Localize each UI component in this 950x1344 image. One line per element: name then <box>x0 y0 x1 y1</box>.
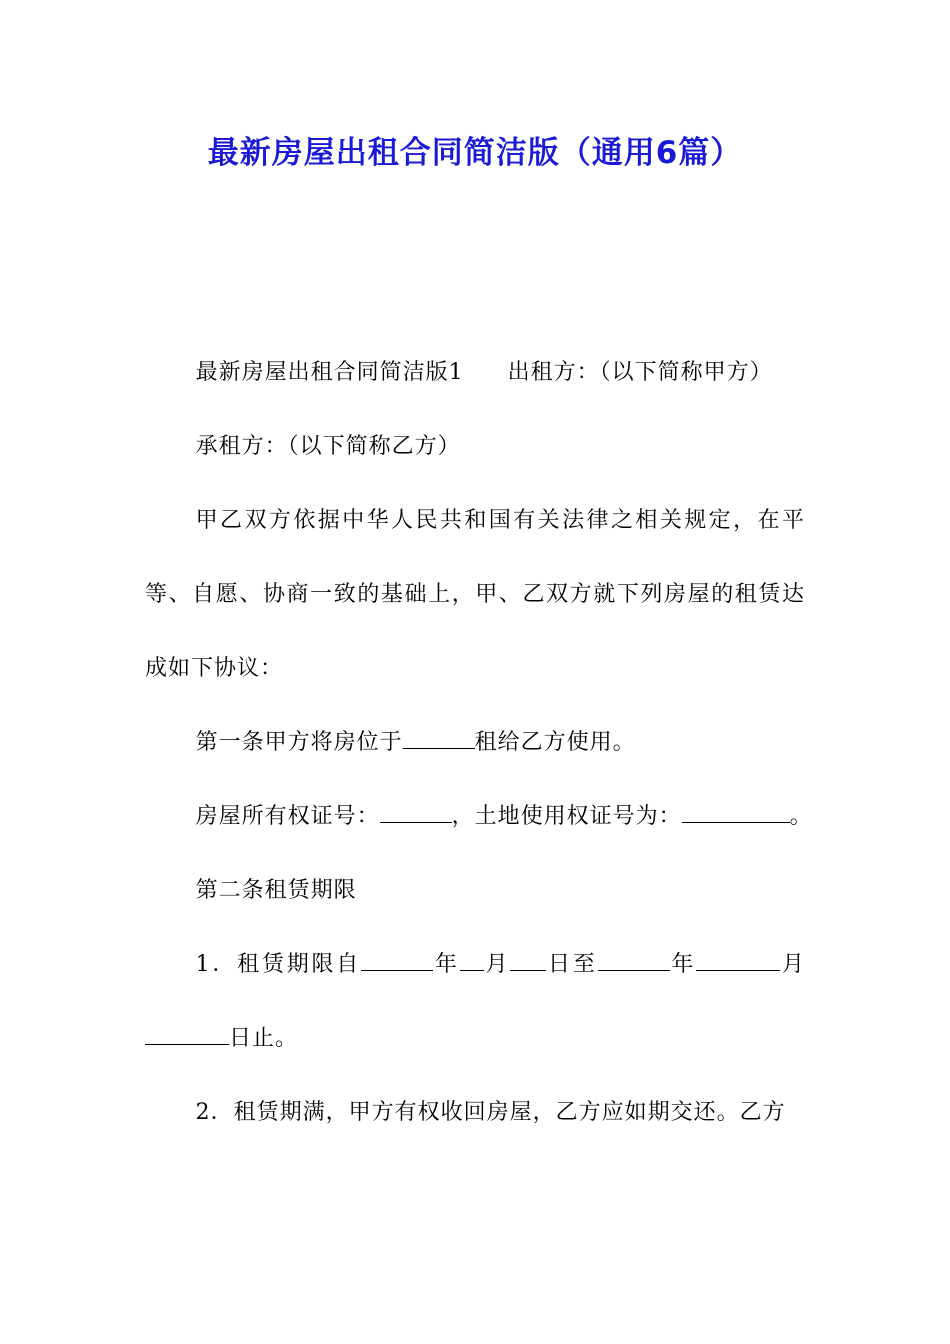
paragraph-parties-lessor <box>145 336 805 410</box>
paragraph-article-1 <box>145 706 805 780</box>
blank-field-land-cert <box>682 799 790 823</box>
land-cert-label: ，土地使用权证号为： <box>451 804 682 829</box>
document-body <box>145 336 813 1150</box>
year-label: 年 <box>669 952 697 977</box>
blank-field-property-cert <box>380 799 452 823</box>
paragraph-article-2: 第二条租赁期限 <box>195 878 357 903</box>
property-cert-label: 房屋所有权证号： <box>195 804 380 829</box>
paragraph-certificates <box>145 780 813 854</box>
lessor-line: 出租方：（以下简称甲方） <box>507 360 773 385</box>
day-to-label: 日至 <box>546 952 598 977</box>
month-label: 月 <box>780 952 805 977</box>
article-1-text: 第一条甲方将房位于 <box>195 730 403 755</box>
article-1-text-end: 租给乙方使用。 <box>474 730 636 755</box>
blank-field-end-day <box>145 1021 229 1045</box>
blank-field-start-day <box>510 947 546 971</box>
section-heading: 最新房屋出租合同简洁版1 <box>195 360 464 385</box>
day-end-label: 日止。 <box>229 1026 299 1051</box>
paragraph-parties-lessee: 承租方：（以下简称乙方） <box>195 434 461 459</box>
blank-field-start-year <box>361 947 433 971</box>
blank-field-start-month <box>460 947 484 971</box>
lease-term-label: 1．租赁期限自 <box>195 952 362 977</box>
certificates-end: 。 <box>789 804 813 829</box>
document-title: 最新房屋出租合同简洁版（通用6篇） <box>207 135 743 171</box>
paragraph-lease-term <box>145 928 805 1076</box>
year-label: 年 <box>433 952 460 977</box>
paragraph-preamble: 甲乙双方依据中华人民共和国有关法律之相关规定，在平等、自愿、协商一致的基础上，甲、乙双方就下列房屋的租赁达成如下协议： <box>145 508 805 681</box>
blank-field-address <box>403 725 475 749</box>
paragraph-lease-expiry: 2．租赁期满，甲方有权收回房屋，乙方应如期交还。乙方 <box>195 1100 786 1125</box>
blank-field-end-month <box>696 947 780 971</box>
blank-field-end-year <box>598 947 670 971</box>
month-label: 月 <box>483 952 511 977</box>
